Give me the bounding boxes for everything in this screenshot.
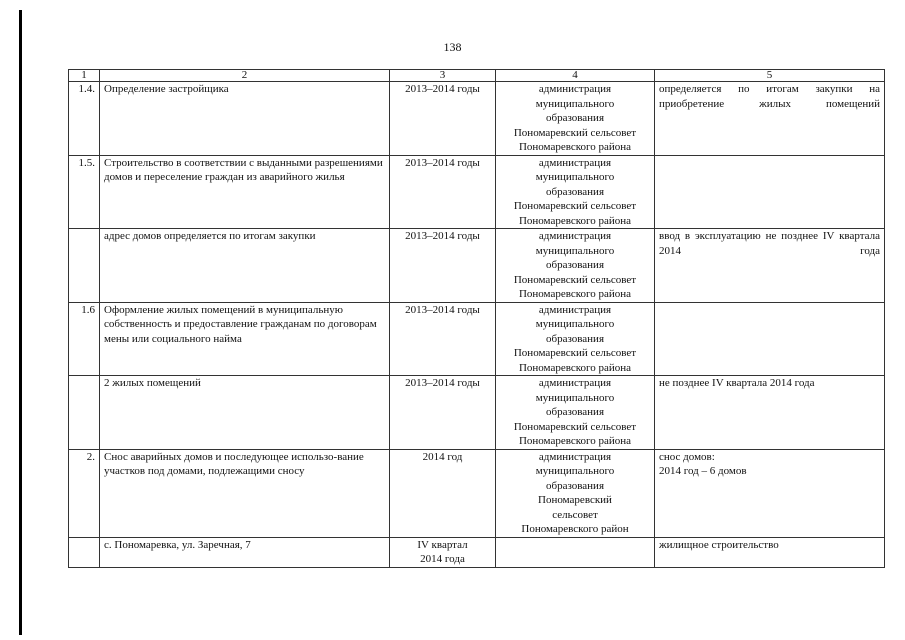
- executor-line: администрация: [538, 303, 612, 316]
- executor-line: образования: [545, 479, 605, 492]
- row-result: [655, 449, 885, 537]
- result-line: 2014 год – 6 домов: [659, 465, 747, 477]
- table-row: [69, 155, 885, 229]
- row-result: [655, 155, 885, 229]
- header-cell: 3: [390, 70, 496, 82]
- row-executor: [496, 302, 655, 376]
- row-name: Строительство в соответствии с выданными разрешениями домов и переселение граждан из аварийного жилья: [100, 155, 390, 229]
- executor-line: сельсовет: [552, 508, 598, 521]
- executor-line: администрация: [538, 230, 612, 242]
- executor-line: образования: [545, 332, 605, 345]
- plan-table: [68, 69, 885, 568]
- row-executor: [496, 229, 655, 303]
- executor-line: администрация: [538, 83, 612, 95]
- row-name: Оформление жилых помещений в муниципальную собственность и предоставление гражданам по договорам мены или социального найма: [100, 302, 390, 376]
- row-result: ввод в эксплуатацию не позднее IV квартала 2014 года: [655, 229, 885, 303]
- executor-line: Пономаревского района: [518, 141, 632, 153]
- executor-line: образования: [545, 185, 605, 198]
- row-period: [390, 537, 496, 567]
- executor-line: образования: [545, 112, 605, 124]
- header-cell: 5: [655, 70, 885, 82]
- executor-line: муниципального: [535, 391, 615, 404]
- executor-line: Пономаревского района: [518, 214, 632, 227]
- executor-line: муниципального: [535, 244, 615, 257]
- row-name: с. Пономаревка, ул. Заречная, 7: [100, 537, 390, 567]
- row-result: [655, 302, 885, 376]
- result-line: снос домов:: [659, 450, 715, 463]
- executor-line: администрация: [538, 377, 612, 389]
- executor-line: Пономаревский сельсовет: [513, 420, 637, 433]
- table-row: [69, 302, 885, 376]
- executor-line: Пономаревский: [538, 494, 612, 506]
- table-row: [69, 229, 885, 303]
- row-period: 2013–2014 годы: [390, 302, 496, 376]
- executor-line: Пономаревского района: [518, 288, 632, 300]
- executor-line: муниципального: [535, 465, 615, 477]
- row-period: 2014 год: [390, 449, 496, 537]
- executor-line: Пономаревского район: [521, 523, 629, 535]
- executor-line: образования: [545, 259, 605, 271]
- row-name: 2 жилых помещений: [100, 376, 390, 450]
- row-executor: [496, 537, 655, 567]
- row-number: 2.: [69, 449, 100, 537]
- table-row: [69, 82, 885, 156]
- row-number: 1.6: [69, 302, 100, 376]
- header-cell: 2: [100, 70, 390, 82]
- executor-line: Пономаревского района: [518, 361, 632, 374]
- row-executor: [496, 376, 655, 450]
- executor-line: администрация: [538, 156, 612, 169]
- row-executor: [496, 449, 655, 537]
- executor-line: Пономаревский сельсовет: [513, 200, 637, 212]
- table-row: [69, 376, 885, 450]
- row-period: 2013–2014 годы: [390, 229, 496, 303]
- table-header-row: [69, 70, 885, 82]
- row-result: определяется по итогам закупки на приобретение жилых помещений: [655, 82, 885, 156]
- row-name: адрес домов определяется по итогам закупки: [100, 229, 390, 303]
- binding-edge-line: [19, 10, 22, 635]
- period-line: IV квартал: [417, 538, 468, 551]
- executor-line: муниципального: [535, 171, 615, 183]
- row-executor: [496, 82, 655, 156]
- executor-line: Пономаревский сельсовет: [513, 347, 637, 359]
- executor-line: Пономаревского района: [518, 435, 632, 447]
- header-cell: 4: [496, 70, 655, 82]
- row-number: [69, 376, 100, 450]
- row-result: не позднее IV квартала 2014 года: [655, 376, 885, 450]
- executor-line: Пономаревский сельсовет: [513, 273, 637, 286]
- row-number: [69, 229, 100, 303]
- row-executor: [496, 155, 655, 229]
- row-period: 2013–2014 годы: [390, 82, 496, 156]
- executor-line: администрация: [538, 450, 612, 463]
- row-period: 2013–2014 годы: [390, 376, 496, 450]
- header-cell: 1: [69, 70, 100, 82]
- executor-line: муниципального: [535, 318, 615, 330]
- row-period: 2013–2014 годы: [390, 155, 496, 229]
- page-number: 138: [443, 40, 462, 54]
- row-number: 1.5.: [69, 155, 100, 229]
- row-result: жилищное строительство: [655, 537, 885, 567]
- period-line: 2014 года: [420, 553, 465, 565]
- row-name: Снос аварийных домов и последующее использо-вание участков под домами, подлежащими сносу: [100, 449, 390, 537]
- table-row: [69, 537, 885, 567]
- row-number: 1.4.: [69, 82, 100, 156]
- row-name: Определение застройщика: [100, 82, 390, 156]
- table-row: [69, 449, 885, 537]
- executor-line: образования: [545, 406, 605, 418]
- executor-line: Пономаревский сельсовет: [513, 126, 637, 139]
- executor-line: муниципального: [535, 97, 615, 110]
- row-number: [69, 537, 100, 567]
